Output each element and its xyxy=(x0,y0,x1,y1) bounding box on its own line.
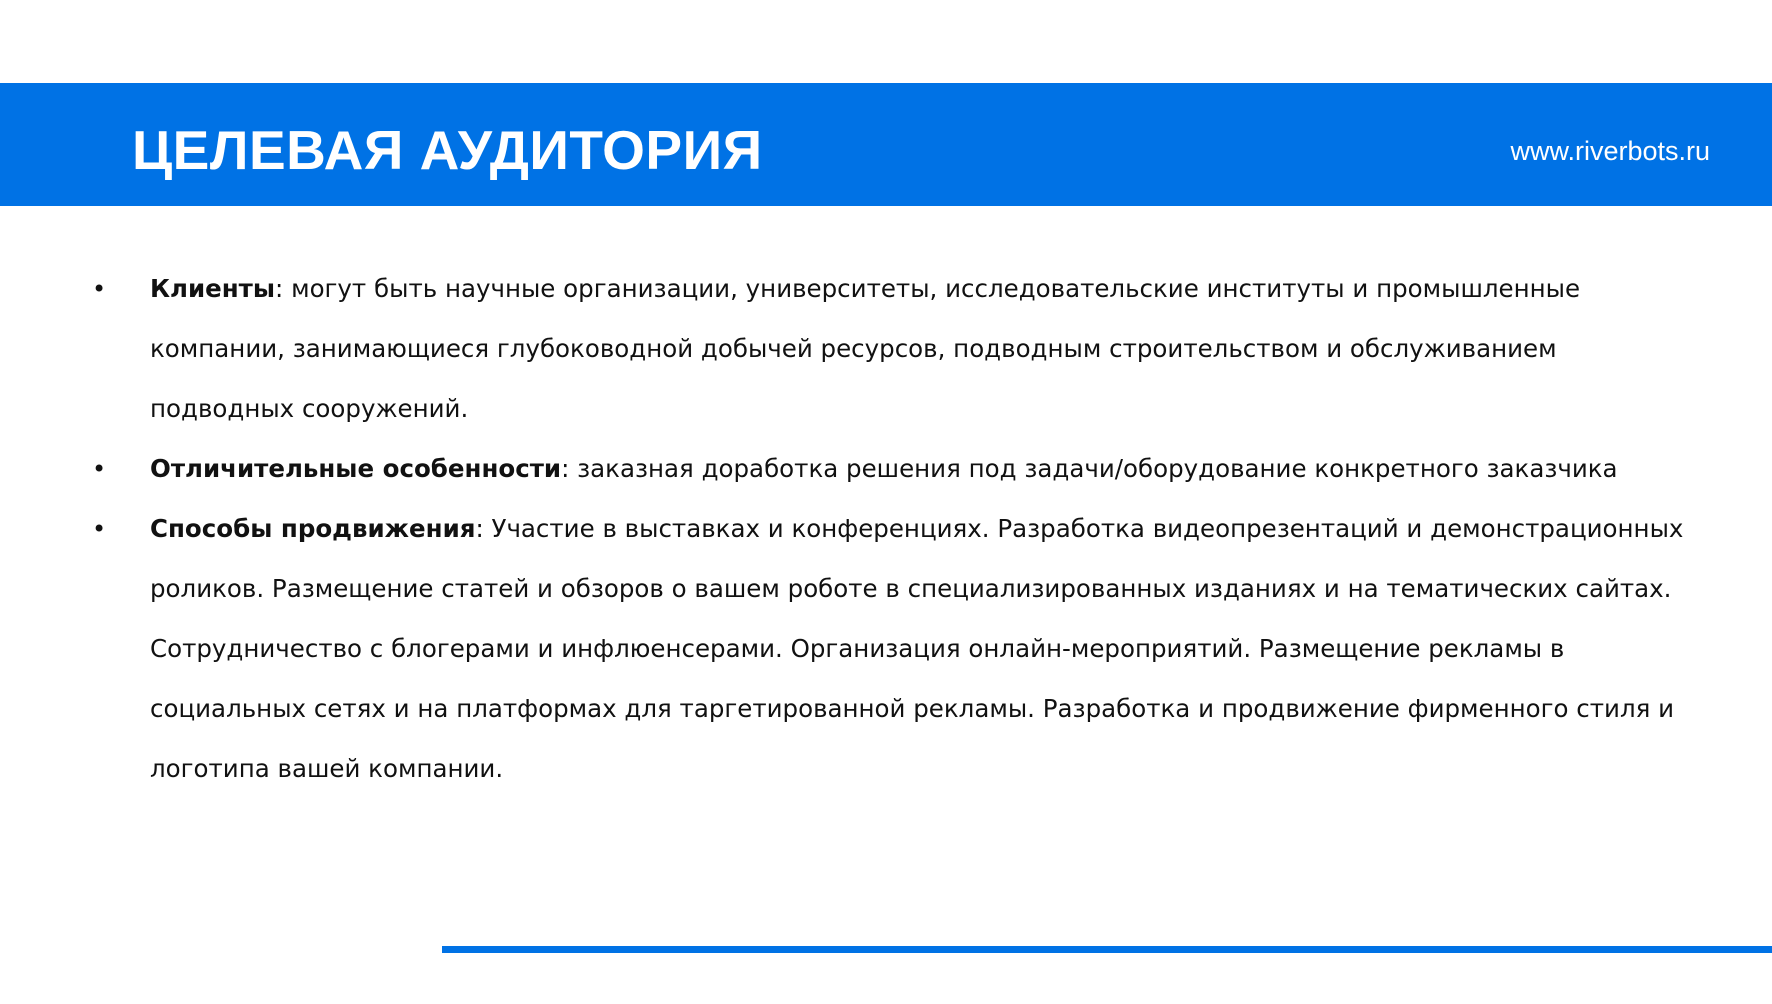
bullet-dot-icon: • xyxy=(92,275,107,303)
bullet-text: : могут быть научные организации, университеты, исследовательские институты и промышленные компании, занимающиеся глубоководной добычей ресурсов, подводным строительством и обслуживанием подводных сооружений. xyxy=(150,274,1581,423)
bullet-dot-icon: • xyxy=(92,455,107,483)
bullet-term: Клиенты xyxy=(150,274,276,303)
bullet-item-clients xyxy=(92,259,1700,439)
bullet-item-promotion xyxy=(92,499,1700,799)
bullet-list xyxy=(92,259,1700,799)
bullet-item-features xyxy=(92,439,1700,499)
bullet-term: Способы продвижения xyxy=(150,514,476,543)
footer-accent-line xyxy=(442,946,1772,953)
bullet-dot-icon: • xyxy=(92,515,107,543)
bullet-text: : заказная доработка решения под задачи/оборудование конкретного заказчика xyxy=(561,454,1618,483)
bullet-text: : Участие в выставках и конференциях. Разработка видеопрезентаций и демонстрационных роликов. Размещение статей и обзоров о вашем роботе в специализированных изданиях и на тематических сайтах. Сотрудничество с блогерами и инфлюенсерами. Организация онлайн-мероприятий. Размещение рекламы в социальных сетях и на платформах для таргетированной рекламы. Разработка и продвижение фирменного стиля и логотипа вашей компании. xyxy=(150,514,1684,783)
slide-title: ЦЕЛЕВАЯ АУДИТОРИЯ xyxy=(132,119,763,181)
bullet-term: Отличительные особенности xyxy=(150,454,562,483)
website-url[interactable]: www.riverbots.ru xyxy=(1510,136,1710,166)
